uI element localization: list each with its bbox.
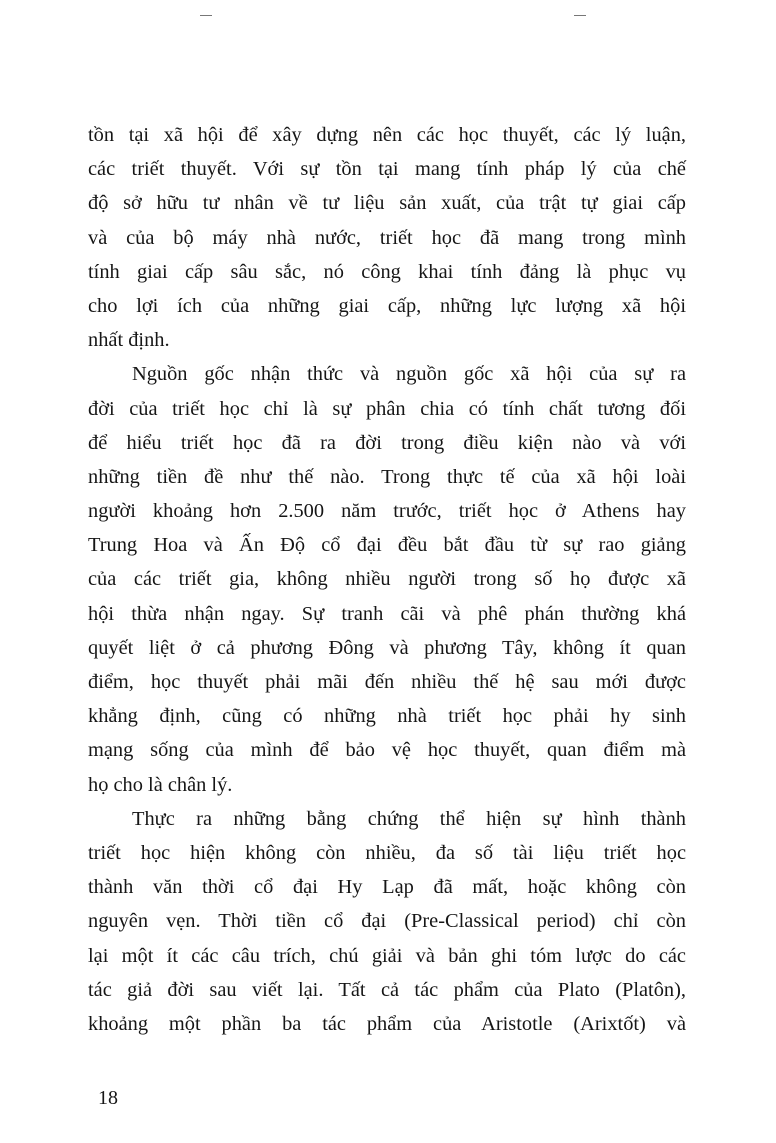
text-line: độ sở hữu tư nhân về tư liệu sản xuất, của trật tự giai cấp — [88, 192, 686, 215]
body-text — [88, 118, 686, 1041]
crop-mark-left — [200, 15, 212, 16]
text-line: người khoảng hơn 2.500 năm trước, triết học ở Athens hay — [88, 500, 686, 523]
crop-mark-right — [574, 15, 586, 16]
text-line: Nguồn gốc nhận thức và nguồn gốc xã hội của sự ra — [132, 363, 686, 386]
text-line: khoảng một phần ba tác phẩm của Aristotle (Arixtốt) và — [88, 1012, 686, 1035]
page-number: 18 — [98, 1087, 118, 1109]
text-line: của các triết gia, không nhiều người trong số họ được xã — [88, 568, 686, 591]
text-line: tác giả đời sau viết lại. Tất cả tác phẩm của Plato (Platôn), — [88, 978, 686, 1001]
text-line: đời của triết học chỉ là sự phân chia có tính chất tương đối — [88, 397, 686, 420]
text-line: quyết liệt ở cả phương Đông và phương Tây, không ít quan — [88, 636, 686, 659]
text-line: nguyên vẹn. Thời tiền cổ đại (Pre-Classical period) chỉ còn — [88, 910, 686, 933]
text-line: Trung Hoa và Ấn Độ cổ đại đều bắt đầu từ sự rao giảng — [88, 534, 686, 557]
text-line: khẳng định, cũng có những nhà triết học phải hy sinh — [88, 705, 686, 728]
text-line: các triết thuyết. Với sự tồn tại mang tính pháp lý của chế — [88, 158, 686, 181]
text-line: tính giai cấp sâu sắc, nó công khai tính đảng là phục vụ — [88, 260, 686, 283]
text-line: lại một ít các câu trích, chú giải và bản ghi tóm lược do các — [88, 944, 686, 967]
text-line: hội thừa nhận ngay. Sự tranh cãi và phê phán thường khá — [88, 602, 686, 625]
text-line: cho lợi ích của những giai cấp, những lực lượng xã hội — [88, 294, 686, 317]
text-line: và của bộ máy nhà nước, triết học đã mang trong mình — [88, 226, 686, 249]
text-line: những tiền đề như thế nào. Trong thực tế của xã hội loài — [88, 465, 686, 488]
text-line: để hiểu triết học đã ra đời trong điều kiện nào và với — [88, 431, 686, 454]
text-line: thành văn thời cổ đại Hy Lạp đã mất, hoặc không còn — [88, 876, 686, 899]
text-line: triết học hiện không còn nhiều, đa số tài liệu triết học — [88, 841, 686, 864]
text-line: mạng sống của mình để bảo vệ học thuyết, quan điểm mà — [88, 739, 686, 762]
text-line: tồn tại xã hội để xây dựng nên các học thuyết, các lý luận, — [88, 124, 686, 146]
text-line: điểm, học thuyết phải mãi đến nhiều thế hệ sau mới được — [88, 671, 686, 693]
text-line: nhất định. — [88, 329, 170, 352]
text-line: họ cho là chân lý. — [88, 773, 233, 796]
text-line: Thực ra những bằng chứng thể hiện sự hình thành — [132, 807, 686, 830]
